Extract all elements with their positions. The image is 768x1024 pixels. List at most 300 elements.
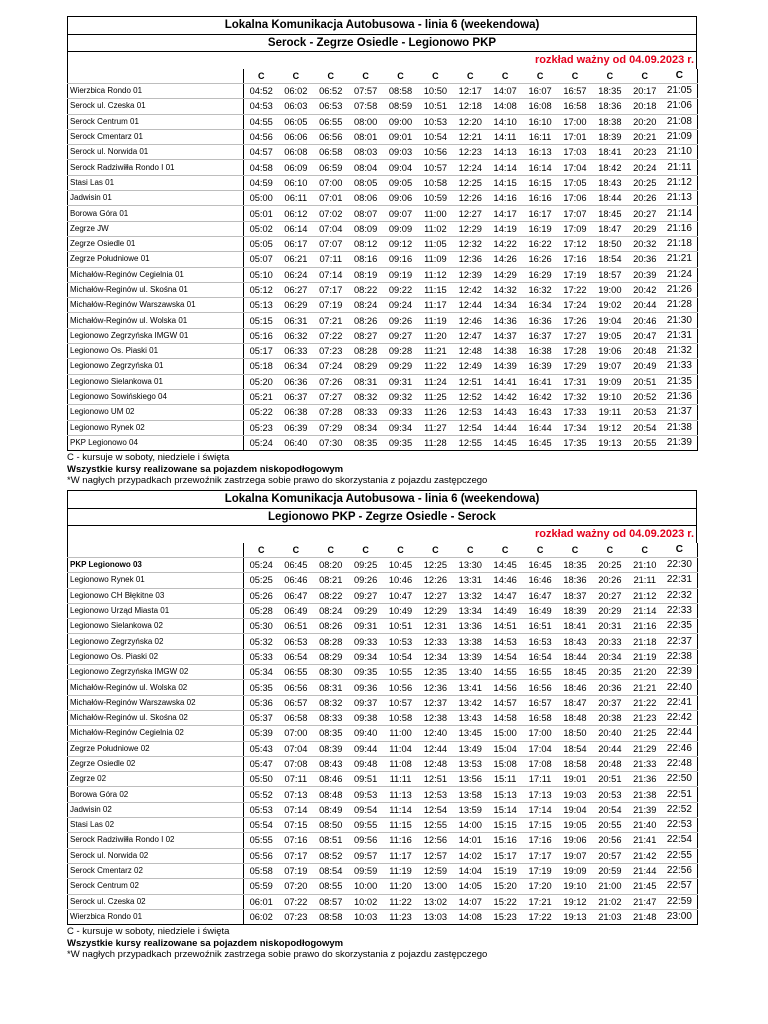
departure-time: 09:35: [383, 435, 418, 450]
departure-time: 22:42: [662, 710, 697, 725]
departure-time: 08:21: [313, 573, 348, 588]
departure-time: 20:32: [627, 236, 662, 251]
departure-time: 09:54: [348, 802, 383, 817]
departure-time: 08:34: [348, 420, 383, 435]
departure-time: 20:20: [627, 114, 662, 129]
departure-time: 21:18: [662, 236, 697, 251]
departure-time: 13:49: [453, 741, 488, 756]
departure-time: 06:49: [278, 603, 313, 618]
departure-time: 22:32: [662, 588, 697, 603]
departure-time: 14:36: [488, 313, 523, 328]
departure-time: 05:24: [244, 558, 279, 573]
departure-time: 17:27: [558, 328, 593, 343]
stop-name: Michałów-Reginów ul. Wolska 01: [68, 313, 244, 328]
departure-time: 17:31: [558, 374, 593, 389]
stop-row: [68, 603, 698, 618]
departure-time: 14:41: [488, 374, 523, 389]
departure-time: 12:35: [418, 665, 453, 680]
course-label: C: [523, 543, 558, 558]
departure-time: 18:54: [558, 741, 593, 756]
departure-time: 10:00: [348, 879, 383, 894]
stop-row: [68, 313, 698, 328]
departure-time: 21:14: [627, 603, 662, 618]
departure-time: 09:31: [348, 619, 383, 634]
departure-time: 17:33: [558, 405, 593, 420]
departure-time: 12:54: [418, 802, 453, 817]
departure-time: 06:56: [278, 680, 313, 695]
departure-time: 05:05: [244, 236, 279, 251]
departure-time: 10:56: [418, 145, 453, 160]
stop-name: Michałów-Reginów Cegielnia 02: [68, 726, 244, 741]
departure-time: 21:39: [627, 802, 662, 817]
departure-time: 18:39: [592, 129, 627, 144]
departure-time: 20:40: [592, 726, 627, 741]
departure-time: 21:12: [662, 175, 697, 190]
departure-time: 18:35: [592, 84, 627, 99]
departure-time: 21:26: [662, 282, 697, 297]
departure-time: 10:57: [383, 695, 418, 710]
departure-time: 12:52: [453, 389, 488, 404]
stop-name: Jadwisin 01: [68, 191, 244, 206]
departure-time: 13:41: [453, 680, 488, 695]
departure-time: 11:04: [383, 741, 418, 756]
departure-time: 08:20: [313, 558, 348, 573]
departure-time: 10:51: [418, 99, 453, 114]
departure-time: 06:57: [278, 695, 313, 710]
departure-time: 06:05: [278, 114, 313, 129]
departure-time: 07:22: [313, 328, 348, 343]
departure-time: 07:14: [313, 267, 348, 282]
departure-time: 10:49: [383, 603, 418, 618]
departure-time: 08:27: [348, 328, 383, 343]
departure-time: 20:26: [592, 573, 627, 588]
departure-time: 04:59: [244, 175, 279, 190]
departure-time: 12:24: [453, 160, 488, 175]
departure-time: 20:42: [627, 282, 662, 297]
departure-time: 20:53: [627, 405, 662, 420]
stop-name: Serock ul. Norwida 02: [68, 848, 244, 863]
departure-time: 05:32: [244, 634, 279, 649]
departure-time: 07:14: [278, 802, 313, 817]
departure-time: 06:12: [278, 206, 313, 221]
departure-time: 08:22: [348, 282, 383, 297]
departure-time: 07:15: [278, 818, 313, 833]
departure-time: 06:33: [278, 344, 313, 359]
departure-time: 16:49: [523, 603, 558, 618]
departure-time: 06:53: [313, 99, 348, 114]
departure-time: 12:46: [453, 313, 488, 328]
departure-time: 07:28: [313, 405, 348, 420]
departure-time: 18:37: [558, 588, 593, 603]
note-low-floor: Wszystkie kursy realizowane sa pojazdem niskopodłogowym: [67, 937, 344, 949]
departure-time: 12:25: [453, 175, 488, 190]
departure-time: 15:08: [488, 756, 523, 771]
departure-time: 13:02: [418, 894, 453, 909]
stop-row: [68, 634, 698, 649]
departure-time: 13:42: [453, 695, 488, 710]
departure-time: 04:56: [244, 129, 279, 144]
stop-name: Legionowo Zegrzyńska IMGW 02: [68, 665, 244, 680]
departure-time: 14:44: [488, 420, 523, 435]
departure-time: 20:26: [627, 191, 662, 206]
stop-name: Jadwisin 02: [68, 802, 244, 817]
stop-name: Zegrze Południowe 01: [68, 252, 244, 267]
course-label: C: [523, 69, 558, 84]
departure-time: 12:31: [418, 619, 453, 634]
departure-time: 09:12: [383, 236, 418, 251]
departure-time: 10:51: [383, 619, 418, 634]
departure-time: 14:29: [488, 267, 523, 282]
departure-time: 20:51: [592, 772, 627, 787]
departure-time: 09:06: [383, 191, 418, 206]
departure-time: 13:45: [453, 726, 488, 741]
departure-time: 17:29: [558, 359, 593, 374]
departure-time: 16:58: [523, 710, 558, 725]
departure-time: 15:20: [488, 879, 523, 894]
departure-time: 14:04: [453, 863, 488, 878]
departure-time: 09:19: [383, 267, 418, 282]
departure-time: 11:17: [418, 298, 453, 313]
departure-time: 14:43: [488, 405, 523, 420]
departure-time: 14:42: [488, 389, 523, 404]
validity-date: rozkład ważny od 04.09.2023 r.: [67, 525, 697, 543]
departure-time: 14:32: [488, 282, 523, 297]
departure-time: 16:57: [558, 84, 593, 99]
departure-time: 08:03: [348, 145, 383, 160]
departure-time: 20:25: [592, 558, 627, 573]
departure-time: 07:24: [313, 359, 348, 374]
stop-name: Serock Radziwiłła Rondo I 02: [68, 833, 244, 848]
departure-time: 20:18: [627, 99, 662, 114]
departure-time: 14:38: [488, 344, 523, 359]
departure-time: 10:50: [418, 84, 453, 99]
departure-time: 21:41: [627, 833, 662, 848]
departure-time: 14:13: [488, 145, 523, 160]
departure-time: 07:27: [313, 389, 348, 404]
departure-time: 04:58: [244, 160, 279, 175]
departure-time: 14:26: [488, 252, 523, 267]
departure-time: 22:48: [662, 756, 697, 771]
departure-time: 05:54: [244, 818, 279, 833]
departure-time: 16:42: [523, 389, 558, 404]
course-label: C: [313, 69, 348, 84]
stop-name: Serock Cmentarz 02: [68, 863, 244, 878]
departure-time: 08:05: [348, 175, 383, 190]
departure-time: 16:41: [523, 374, 558, 389]
departure-time: 13:56: [453, 772, 488, 787]
departure-time: 08:31: [348, 374, 383, 389]
departure-time: 06:51: [278, 619, 313, 634]
departure-time: 16:37: [523, 328, 558, 343]
course-label: C: [662, 543, 697, 558]
departure-time: 20:52: [627, 389, 662, 404]
stop-row: [68, 435, 698, 450]
departure-time: 13:43: [453, 710, 488, 725]
departure-time: 10:03: [348, 909, 383, 924]
departure-time: 10:59: [418, 191, 453, 206]
departure-time: 14:08: [488, 99, 523, 114]
departure-time: 05:02: [244, 221, 279, 236]
departure-time: 19:04: [592, 313, 627, 328]
departure-time: 19:13: [592, 435, 627, 450]
departure-time: 07:11: [278, 772, 313, 787]
departure-time: 18:42: [592, 160, 627, 175]
departure-time: 16:08: [523, 99, 558, 114]
departure-time: 17:21: [523, 894, 558, 909]
departure-time: 13:39: [453, 649, 488, 664]
departure-time: 05:33: [244, 649, 279, 664]
stop-name: Legionowo Sielankowa 01: [68, 374, 244, 389]
timetable-serock-legionowo: [67, 16, 697, 487]
departure-time: 08:26: [348, 313, 383, 328]
departure-time: 14:54: [488, 649, 523, 664]
departure-time: 06:14: [278, 221, 313, 236]
course-label: C: [278, 69, 313, 84]
departure-time: 06:24: [278, 267, 313, 282]
departure-time: 22:55: [662, 848, 697, 863]
departure-time: 12:48: [453, 344, 488, 359]
departure-time: 14:58: [488, 710, 523, 725]
departure-time: 08:19: [348, 267, 383, 282]
departure-time: 05:58: [244, 863, 279, 878]
departure-time: 05:43: [244, 741, 279, 756]
departure-time: 20:36: [627, 252, 662, 267]
departure-time: 08:31: [313, 680, 348, 695]
departure-time: 20:27: [627, 206, 662, 221]
departure-time: 06:29: [278, 298, 313, 313]
departure-time: 14:00: [453, 818, 488, 833]
departure-time: 19:05: [592, 328, 627, 343]
departure-time: 21:29: [627, 741, 662, 756]
departure-time: 11:20: [418, 328, 453, 343]
departure-time: 05:22: [244, 405, 279, 420]
departure-time: 16:47: [523, 588, 558, 603]
departure-time: 11:19: [418, 313, 453, 328]
departure-time: 15:19: [488, 863, 523, 878]
departure-time: 21:36: [662, 389, 697, 404]
departure-time: 21:02: [592, 894, 627, 909]
departure-time: 06:09: [278, 160, 313, 175]
departure-time: 12:23: [453, 145, 488, 160]
departure-time: 09:33: [348, 634, 383, 649]
stop-name: PKP Legionowo 04: [68, 435, 244, 450]
departure-time: 16:45: [523, 435, 558, 450]
departure-time: 22:54: [662, 833, 697, 848]
departure-time: 06:56: [313, 129, 348, 144]
departure-time: 10:58: [383, 710, 418, 725]
departure-time: 05:21: [244, 389, 279, 404]
departure-time: 13:00: [418, 879, 453, 894]
departure-time: 20:23: [627, 145, 662, 160]
stop-header-cell: [68, 69, 244, 84]
departure-time: 06:38: [278, 405, 313, 420]
departure-time: 05:07: [244, 252, 279, 267]
departure-time: 07:23: [278, 909, 313, 924]
departure-time: 09:29: [348, 603, 383, 618]
departure-time: 12:49: [453, 359, 488, 374]
departure-time: 18:44: [558, 649, 593, 664]
departure-time: 07:29: [313, 420, 348, 435]
departure-time: 09:34: [383, 420, 418, 435]
departure-time: 18:54: [592, 252, 627, 267]
departure-time: 21:30: [662, 313, 697, 328]
departure-time: 21:47: [627, 894, 662, 909]
departure-time: 13:34: [453, 603, 488, 618]
departure-time: 20:53: [592, 787, 627, 802]
departure-time: 19:12: [592, 420, 627, 435]
departure-time: 09:24: [383, 298, 418, 313]
departure-time: 20:48: [627, 344, 662, 359]
departure-time: 05:00: [244, 191, 279, 206]
departure-time: 15:17: [488, 848, 523, 863]
departure-time: 21:20: [627, 665, 662, 680]
departure-time: 18:38: [592, 114, 627, 129]
departure-time: 17:22: [558, 282, 593, 297]
departure-time: 07:17: [313, 282, 348, 297]
departure-time: 12:51: [453, 374, 488, 389]
departure-time: 06:40: [278, 435, 313, 450]
departure-time: 20:44: [592, 741, 627, 756]
departure-time: 20:54: [627, 420, 662, 435]
departure-time: 07:02: [313, 206, 348, 221]
course-label: C: [453, 69, 488, 84]
departure-time: 21:16: [662, 221, 697, 236]
departure-time: 12:29: [453, 221, 488, 236]
stop-row: [68, 236, 698, 251]
departure-time: 17:19: [523, 863, 558, 878]
departure-time: 20:37: [592, 695, 627, 710]
stop-row: [68, 772, 698, 787]
departure-time: 12:42: [453, 282, 488, 297]
stop-row: [68, 328, 698, 343]
departure-time: 06:17: [278, 236, 313, 251]
course-label: C: [418, 543, 453, 558]
departure-time: 12:29: [418, 603, 453, 618]
departure-time: 15:14: [488, 802, 523, 817]
departure-time: 09:26: [348, 573, 383, 588]
departure-time: 16:32: [523, 282, 558, 297]
stop-name: Michałów-Reginów Warszawska 01: [68, 298, 244, 313]
departure-time: 09:31: [383, 374, 418, 389]
departure-time: 10:56: [383, 680, 418, 695]
departure-time: 11:14: [383, 802, 418, 817]
departure-time: 20:39: [627, 267, 662, 282]
stop-name: Legionowo Zegrzyńska IMGW 01: [68, 328, 244, 343]
departure-time: 09:34: [348, 649, 383, 664]
departure-time: 14:15: [488, 175, 523, 190]
departure-time: 21:32: [662, 344, 697, 359]
departure-time: 07:26: [313, 374, 348, 389]
course-label: C: [383, 69, 418, 84]
departure-time: 09:55: [348, 818, 383, 833]
departure-time: 18:41: [558, 619, 593, 634]
departure-time: 06:52: [313, 84, 348, 99]
departure-time: 10:58: [418, 175, 453, 190]
departure-time: 06:34: [278, 359, 313, 374]
departure-time: 15:00: [488, 726, 523, 741]
stop-row: [68, 114, 698, 129]
departure-time: 22:30: [662, 558, 697, 573]
departure-time: 06:21: [278, 252, 313, 267]
departure-time: 17:00: [523, 726, 558, 741]
departure-time: 16:57: [523, 695, 558, 710]
departure-time: 19:07: [558, 848, 593, 863]
departure-time: 17:04: [558, 160, 593, 175]
stop-row: [68, 848, 698, 863]
departure-time: 05:50: [244, 772, 279, 787]
departure-time: 14:49: [488, 603, 523, 618]
departure-time: 20:56: [592, 833, 627, 848]
departure-time: 17:03: [558, 145, 593, 160]
departure-time: 16:34: [523, 298, 558, 313]
departure-time: 09:05: [383, 175, 418, 190]
stop-row: [68, 726, 698, 741]
departure-time: 17:26: [558, 313, 593, 328]
course-label: C: [627, 543, 662, 558]
departure-time: 12:32: [453, 236, 488, 251]
departure-time: 18:39: [558, 603, 593, 618]
stop-name: Legionowo Zegrzyńska 01: [68, 359, 244, 374]
stop-row: [68, 649, 698, 664]
departure-time: 06:37: [278, 389, 313, 404]
stop-row: [68, 252, 698, 267]
departure-time: 17:20: [523, 879, 558, 894]
departure-time: 09:40: [348, 726, 383, 741]
departure-time: 07:08: [278, 756, 313, 771]
stop-name: Serock Centrum 01: [68, 114, 244, 129]
stop-row: [68, 695, 698, 710]
departure-time: 21:31: [662, 328, 697, 343]
stop-row: [68, 710, 698, 725]
departure-time: 16:55: [523, 665, 558, 680]
departure-time: 20:47: [627, 328, 662, 343]
departure-time: 06:02: [244, 909, 279, 924]
departure-time: 11:28: [418, 435, 453, 450]
stop-row: [68, 802, 698, 817]
departure-time: 20:54: [592, 802, 627, 817]
departure-time: 08:29: [348, 359, 383, 374]
departure-time: 08:57: [313, 894, 348, 909]
stop-row: [68, 558, 698, 573]
departure-time: 11:11: [383, 772, 418, 787]
stop-header-cell: [68, 543, 244, 558]
departure-time: 05:16: [244, 328, 279, 343]
departure-time: 05:25: [244, 573, 279, 588]
course-label: C: [418, 69, 453, 84]
stop-name: Serock ul. Czeska 01: [68, 99, 244, 114]
departure-time: 11:23: [383, 909, 418, 924]
departure-time: 16:39: [523, 359, 558, 374]
departure-time: 09:59: [348, 863, 383, 878]
departure-time: 22:53: [662, 818, 697, 833]
departure-time: 09:09: [383, 221, 418, 236]
course-label: C: [348, 69, 383, 84]
stop-name: Legionowo Zegrzyńska 02: [68, 634, 244, 649]
departure-time: 05:10: [244, 267, 279, 282]
stop-row: [68, 99, 698, 114]
departure-time: 19:11: [592, 405, 627, 420]
course-label: C: [278, 543, 313, 558]
departure-time: 22:38: [662, 649, 697, 664]
departure-time: 16:45: [523, 558, 558, 573]
departure-time: 21:14: [662, 206, 697, 221]
course-label: C: [662, 69, 697, 84]
departure-time: 08:28: [313, 634, 348, 649]
departure-time: 18:36: [558, 573, 593, 588]
departure-time: 13:53: [453, 756, 488, 771]
departure-time: 22:51: [662, 787, 697, 802]
note-low-floor: Wszystkie kursy realizowane sa pojazdem niskopodłogowym: [67, 463, 344, 475]
